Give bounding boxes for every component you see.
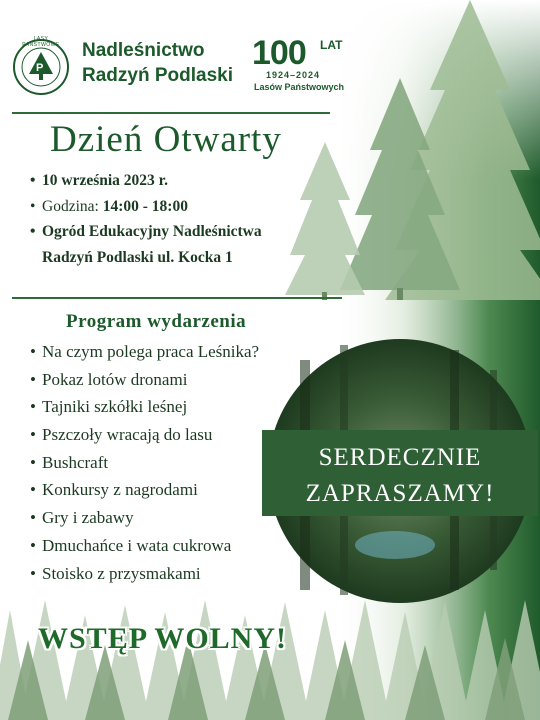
list-item bbox=[30, 395, 259, 423]
jubilee-logo bbox=[252, 34, 356, 96]
program-list bbox=[30, 340, 259, 589]
bullet-dot-icon: • bbox=[30, 535, 36, 555]
event-title: Dzień Otwarty bbox=[50, 119, 282, 160]
bullet-dot-icon: • bbox=[30, 508, 36, 528]
org-name-line1: Nadleśnictwo bbox=[82, 40, 205, 61]
event-place-line1: Ogród Edukacyjny Nadleśnictwa bbox=[42, 223, 262, 240]
program-item-text: Dmuchańce i wata cukrowa bbox=[42, 535, 232, 555]
program-title: Program wydarzenia bbox=[66, 311, 247, 332]
list-item bbox=[30, 478, 259, 506]
bullet-dot-icon: • bbox=[30, 198, 36, 215]
jubilee-years: 1924–2024 bbox=[266, 70, 321, 80]
program-item-text: Konkursy z nagrodami bbox=[42, 480, 198, 500]
list-item bbox=[30, 423, 259, 451]
invitation-line1: SERDECZNIE bbox=[318, 444, 482, 471]
bullet-dot-icon: • bbox=[30, 480, 36, 500]
event-date-text: 10 września 2023 r. bbox=[42, 172, 168, 189]
event-time-label: Godzina: bbox=[42, 198, 103, 215]
invitation-banner bbox=[268, 440, 532, 512]
list-item bbox=[30, 340, 259, 368]
event-place-line2: Radzyń Podlaski ul. Kocka 1 bbox=[42, 249, 233, 266]
program-item-text: Stoisko z przysmakami bbox=[42, 563, 201, 583]
program-item-text: Tajniki szkółki leśnej bbox=[42, 397, 188, 417]
program-item-text: Bushcraft bbox=[42, 452, 109, 472]
bullet-dot-icon: • bbox=[30, 397, 36, 417]
list-item bbox=[30, 562, 259, 590]
invitation-line2: ZAPRASZAMY! bbox=[305, 480, 495, 507]
divider-top bbox=[12, 112, 330, 114]
bullet-dot-icon: • bbox=[30, 223, 36, 240]
event-time-value: 14:00 - 18:00 bbox=[102, 198, 188, 215]
org-name-line2: Radzyń Podlaski bbox=[82, 65, 233, 86]
logo-text: LASY PAŃSTWOWE bbox=[22, 36, 60, 48]
bullet-dot-icon: • bbox=[30, 563, 36, 583]
free-entry-text: WSTĘP WOLNY! bbox=[38, 622, 287, 655]
event-time bbox=[30, 198, 188, 216]
divider-middle bbox=[12, 297, 342, 299]
svg-text:P: P bbox=[36, 62, 44, 74]
event-date bbox=[30, 172, 168, 190]
list-item bbox=[30, 368, 259, 396]
list-item bbox=[30, 451, 259, 479]
bullet-dot-icon: • bbox=[30, 369, 36, 389]
list-item bbox=[30, 534, 259, 562]
jubilee-lat: LAT bbox=[320, 38, 343, 52]
event-place bbox=[30, 223, 262, 241]
jubilee-number: 100 bbox=[252, 34, 306, 72]
program-item-text: Pokaz lotów dronami bbox=[42, 369, 188, 389]
program-item-text: Pszczoły wracają do lasu bbox=[42, 425, 213, 445]
bullet-dot-icon: • bbox=[30, 452, 36, 472]
list-item bbox=[30, 506, 259, 534]
bullet-dot-icon: • bbox=[30, 342, 36, 361]
program-item-text: Na czym polega praca Leśnika? bbox=[42, 342, 260, 361]
bullet-dot-icon: • bbox=[30, 425, 36, 445]
bullet-dot-icon: • bbox=[30, 172, 36, 189]
program-item-text: Gry i zabawy bbox=[42, 508, 134, 528]
jubilee-caption: Lasów Państwowych bbox=[254, 82, 345, 92]
